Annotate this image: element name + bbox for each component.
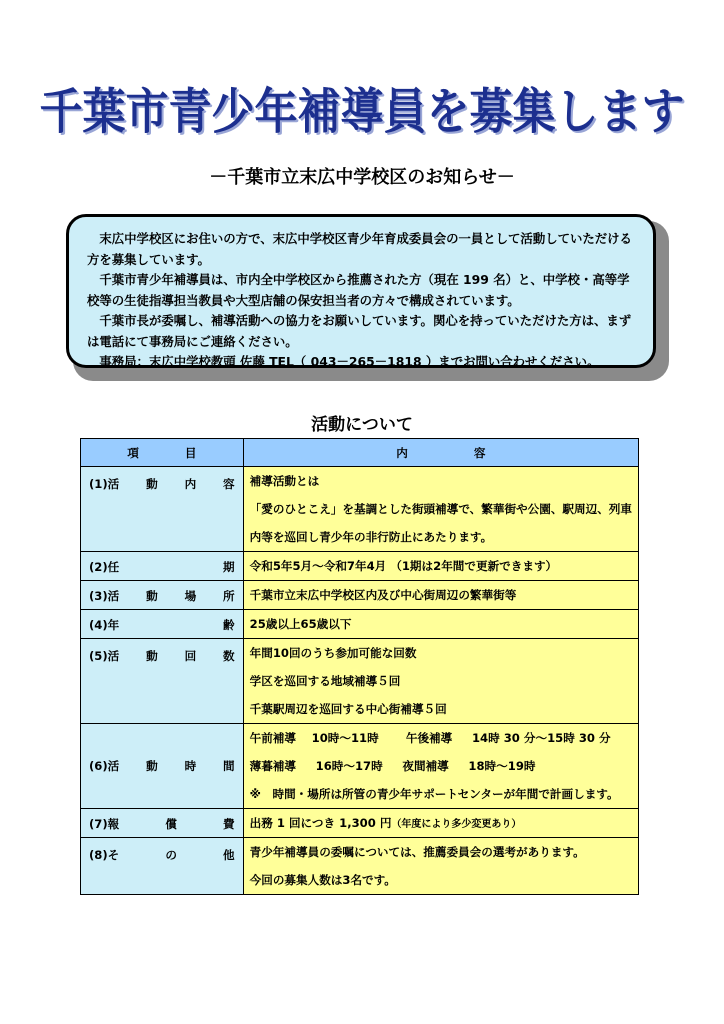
- label-part: 動: [146, 477, 158, 491]
- content-line: 薄暮補導 16時～17時 夜間補導 18時～19時: [249, 759, 536, 773]
- label-part: 費: [223, 817, 235, 831]
- row-content: [243, 639, 638, 724]
- content-line: 令和5年5月～令和7年4月 （1期は2年間で更新できます）: [249, 559, 558, 573]
- label-part: (6)活: [89, 759, 120, 773]
- notice-paragraph: 千葉市長が委嘱し、補導活動への協力をお願いしています。関心を持っていただけた方は、まずは電話にて事務局にご連絡ください。: [87, 313, 632, 349]
- label-part: 時: [184, 759, 197, 773]
- table-row: [81, 838, 639, 895]
- header-content: [243, 439, 638, 467]
- row-content: [243, 809, 638, 838]
- label-part: 動: [146, 649, 158, 663]
- table-row: [81, 552, 639, 581]
- label-part: 回: [184, 649, 197, 663]
- label-part: 齢: [223, 618, 235, 632]
- content-line: 青少年補導員の委嘱については、推薦委員会の選考があります。: [249, 845, 585, 859]
- row-label: [81, 467, 244, 552]
- section-heading: 活動について: [311, 415, 413, 435]
- row-label: [81, 639, 244, 724]
- content-line: [250, 809, 632, 837]
- label-part: の: [165, 848, 177, 862]
- header-item: [81, 439, 244, 467]
- label-part: 動: [146, 759, 158, 773]
- table-row: [81, 809, 639, 838]
- label-part: 容: [223, 477, 235, 491]
- label-part: (4)年: [89, 618, 120, 632]
- header-content-char: 内: [396, 445, 408, 460]
- row-content: [243, 610, 638, 639]
- table-row: [81, 610, 639, 639]
- row-label: [81, 809, 244, 838]
- content-line: 千葉駅周辺を巡回する中心街補導５回: [249, 702, 447, 716]
- row-content: [243, 724, 638, 809]
- notice-box: [66, 214, 656, 368]
- notice-paragraph: 千葉市青少年補導員は、市内全中学校区から推薦された方（現在 199 名）と、中学校・高等学校等の生徒指導担当教員や大型店舗の保安担当者の方々で構成されています。: [87, 272, 630, 308]
- content-line: ※ 時間・場所は所管の青少年サポートセンターが年間で計画します。: [249, 787, 619, 801]
- content-line: 「愛のひとこえ」を基調とした街頭補導で、繁華街や公園、駅周辺、列車: [249, 502, 632, 516]
- label-part: (8)そ: [89, 848, 120, 862]
- row-label: [81, 552, 244, 581]
- fee-note: （年度により多少変更あり）: [391, 819, 522, 830]
- page-title: 千葉市青少年補導員を募集します: [39, 84, 685, 141]
- table-row: [81, 639, 639, 724]
- label-part: (7)報: [89, 817, 120, 831]
- label-part: 場: [184, 589, 197, 603]
- header-item-char: 項: [127, 445, 139, 460]
- content-line: 午前補導 10時～11時 午後補導 14時 30 分～15時 30 分: [249, 731, 611, 745]
- content-line: 千葉市立末広中学校区内及び中心街周辺の繁華街等: [249, 588, 517, 602]
- table-header-row: [81, 439, 639, 467]
- page-subtitle: －千葉市立末広中学校区のお知らせ－: [209, 167, 515, 188]
- label-part: 償: [165, 817, 177, 831]
- content-line: 年間10回のうち参加可能な回数: [249, 646, 417, 660]
- label-part: (2)任: [89, 560, 120, 574]
- row-label: [81, 610, 244, 639]
- row-content: [243, 467, 638, 552]
- label-part: 所: [223, 589, 235, 603]
- notice-paragraph: 末広中学校区にお住いの方で、末広中学校区青少年育成委員会の一員として活動していただける方を募集しています。: [87, 231, 632, 267]
- table-row: [81, 467, 639, 552]
- row-label: [81, 581, 244, 610]
- table-row: [81, 724, 639, 809]
- content-line: 25歳以上65歳以下: [249, 617, 352, 631]
- label-part: 期: [223, 560, 235, 574]
- header-content-char: 容: [473, 445, 486, 460]
- content-line: 内等を巡回し青少年の非行防止にあたります。: [249, 530, 493, 544]
- content-line: 補導活動とは: [249, 474, 320, 488]
- row-label: [81, 838, 244, 895]
- label-part: (1)活: [89, 477, 120, 491]
- row-content: [243, 838, 638, 895]
- label-part: 他: [223, 848, 235, 862]
- row-content: [243, 552, 638, 581]
- content-line: 今回の募集人数は3名です。: [249, 873, 396, 887]
- label-part: (3)活: [89, 589, 120, 603]
- table-row: [81, 581, 639, 610]
- notice-paragraph: 事務局：末広中学校教頭 佐藤 TEL（ 043－265－1818 ）までお問い合わせください。: [99, 354, 600, 369]
- label-part: 動: [146, 589, 158, 603]
- fee-text: 出務 1 回につき 1,300 円: [249, 816, 392, 830]
- row-content: [243, 581, 638, 610]
- header-item-char: 目: [184, 445, 197, 460]
- content-line: 学区を巡回する地域補導５回: [249, 674, 401, 688]
- label-part: (5)活: [89, 649, 120, 663]
- label-part: 内: [184, 477, 197, 491]
- label-part: 数: [223, 649, 235, 663]
- activity-table: [80, 438, 639, 895]
- row-label: [81, 724, 244, 809]
- label-part: 間: [223, 759, 235, 773]
